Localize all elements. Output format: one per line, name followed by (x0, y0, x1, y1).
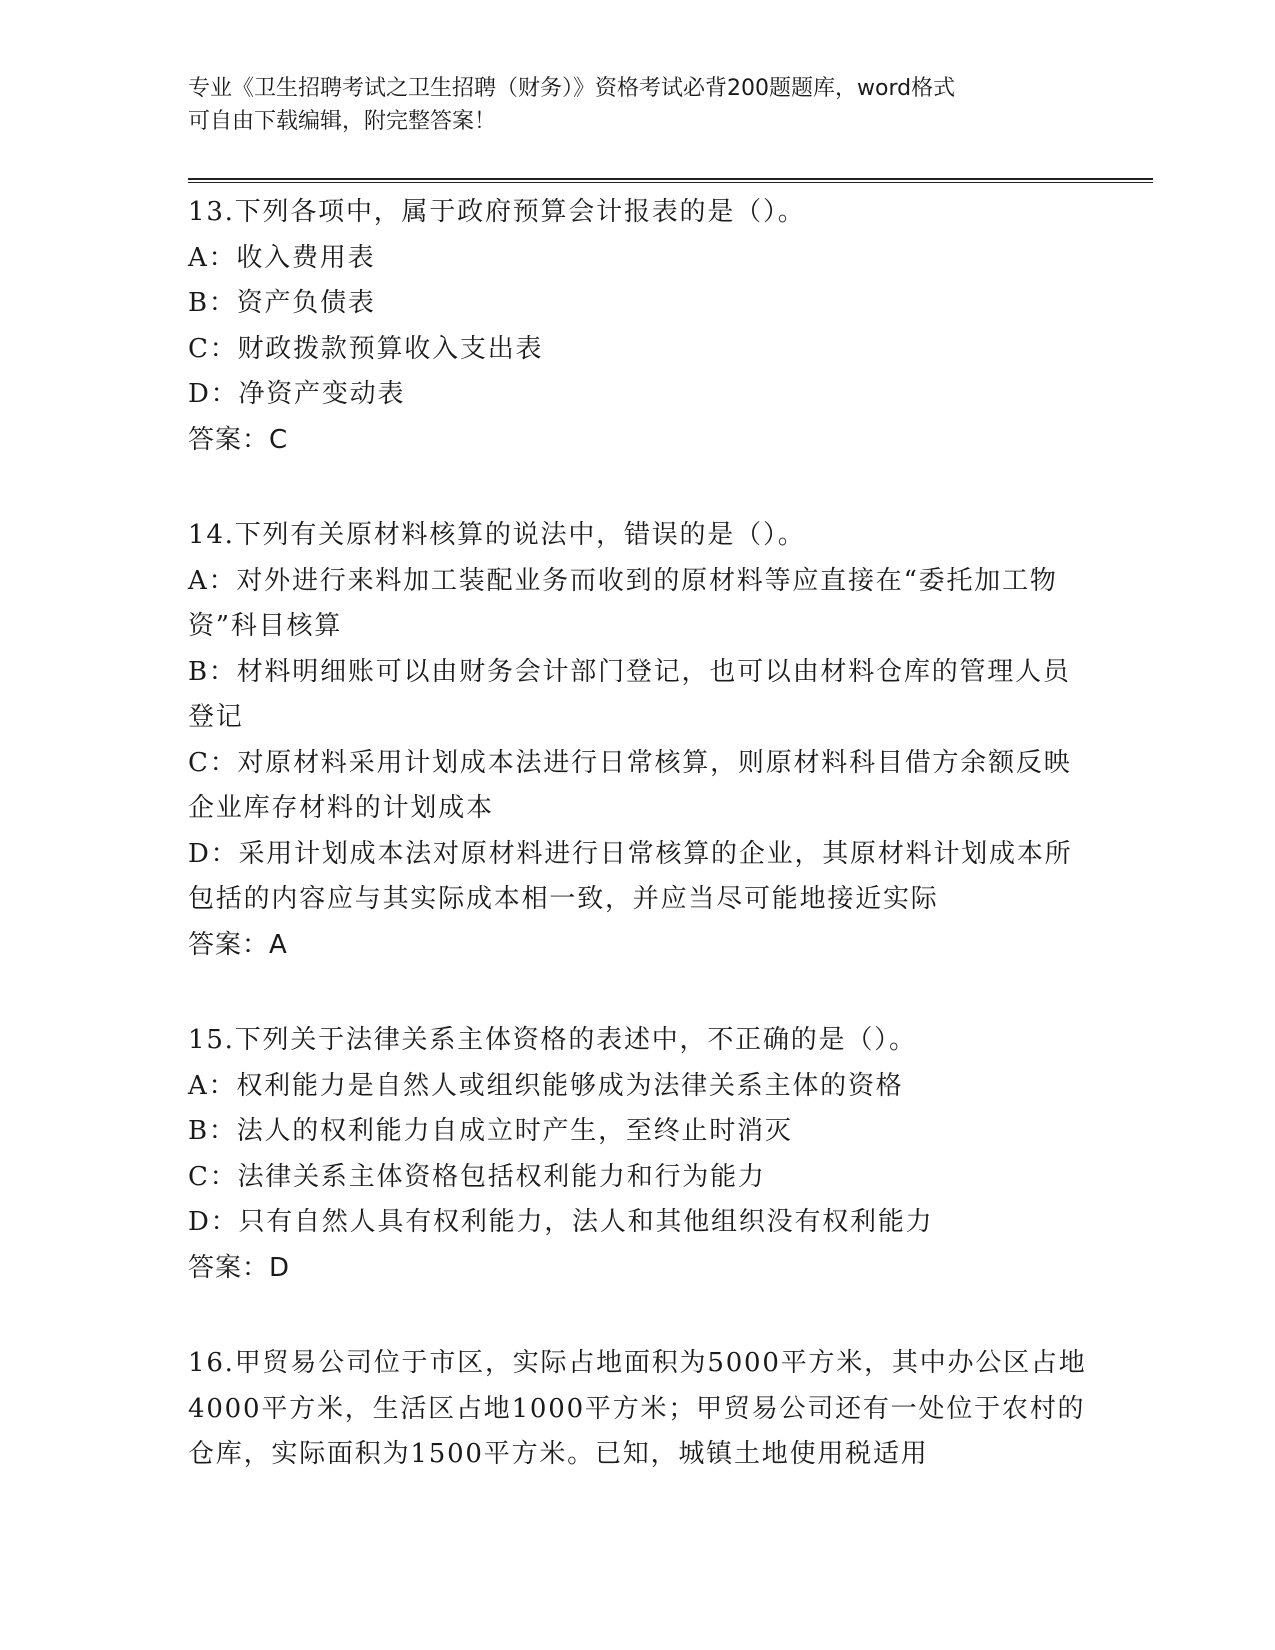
option-c: C：财政拨款预算收入支出表 (188, 333, 544, 364)
question-15 (188, 1018, 1088, 1291)
option-a: A：对外进行来料加工装配业务而收到的原材料等应直接在“委托加工物资”科目核算 (188, 565, 1058, 641)
option-b: B：资产负债表 (188, 288, 376, 318)
option-d: D：采用计划成本法对原材料进行日常核算的企业，其原材料计划成本所包括的内容应与其实际成本相一致，并应当尽可能地接近实际 (188, 838, 1073, 914)
option-c: C：法律关系主体资格包括权利能力和行为能力 (188, 1161, 766, 1192)
question-16 (188, 1341, 1088, 1478)
question-stem: 14.下列有关原材料核算的说法中，错误的是（）。 (188, 520, 806, 550)
option-d: D：只有自然人具有权利能力，法人和其他组织没有权利能力 (188, 1207, 934, 1237)
option-b: B：法人的权利能力自成立时产生，至终止时消灭 (188, 1116, 793, 1146)
question-stem: 15.下列关于法律关系主体资格的表述中，不正确的是（）。 (188, 1025, 917, 1055)
question-13 (188, 190, 1088, 463)
question-14 (188, 513, 1088, 968)
answer: 答案：A (188, 929, 288, 960)
question-stem: 16.甲贸易公司位于市区，实际占地面积为5000平方米，其中办公区占地4000平方米，生活区占地1000平方米；甲贸易公司还有一处位于农村的仓库，实际面积为1500平方米。已知，城镇土地使用税适用 (188, 1348, 1087, 1469)
answer: 答案：C (188, 424, 289, 455)
option-d: D：净资产变动表 (188, 379, 406, 409)
option-a: A：权利能力是自然人或组织能够成为法律关系主体的资格 (188, 1070, 904, 1101)
question-list (188, 190, 1088, 1528)
header-line-1: 专业《卫生招聘考试之卫生招聘（财务）》资格考试必背200题题库，word格式 (188, 76, 956, 101)
answer: 答案：D (188, 1252, 291, 1283)
header-divider (188, 178, 1153, 183)
option-b: B：材料明细账可以由财务会计部门登记，也可以由材料仓库的管理人员登记 (188, 656, 1071, 732)
document-header (188, 72, 1068, 138)
header-line-2: 可自由下载编辑，附完整答案！ (188, 109, 497, 134)
option-c: C：对原材料采用计划成本法进行日常核算，则原材料科目借方余额反映企业库存材料的计划成本 (188, 747, 1072, 823)
question-stem: 13.下列各项中，属于政府预算会计报表的是（）。 (188, 197, 806, 227)
option-a: A：收入费用表 (188, 242, 376, 273)
